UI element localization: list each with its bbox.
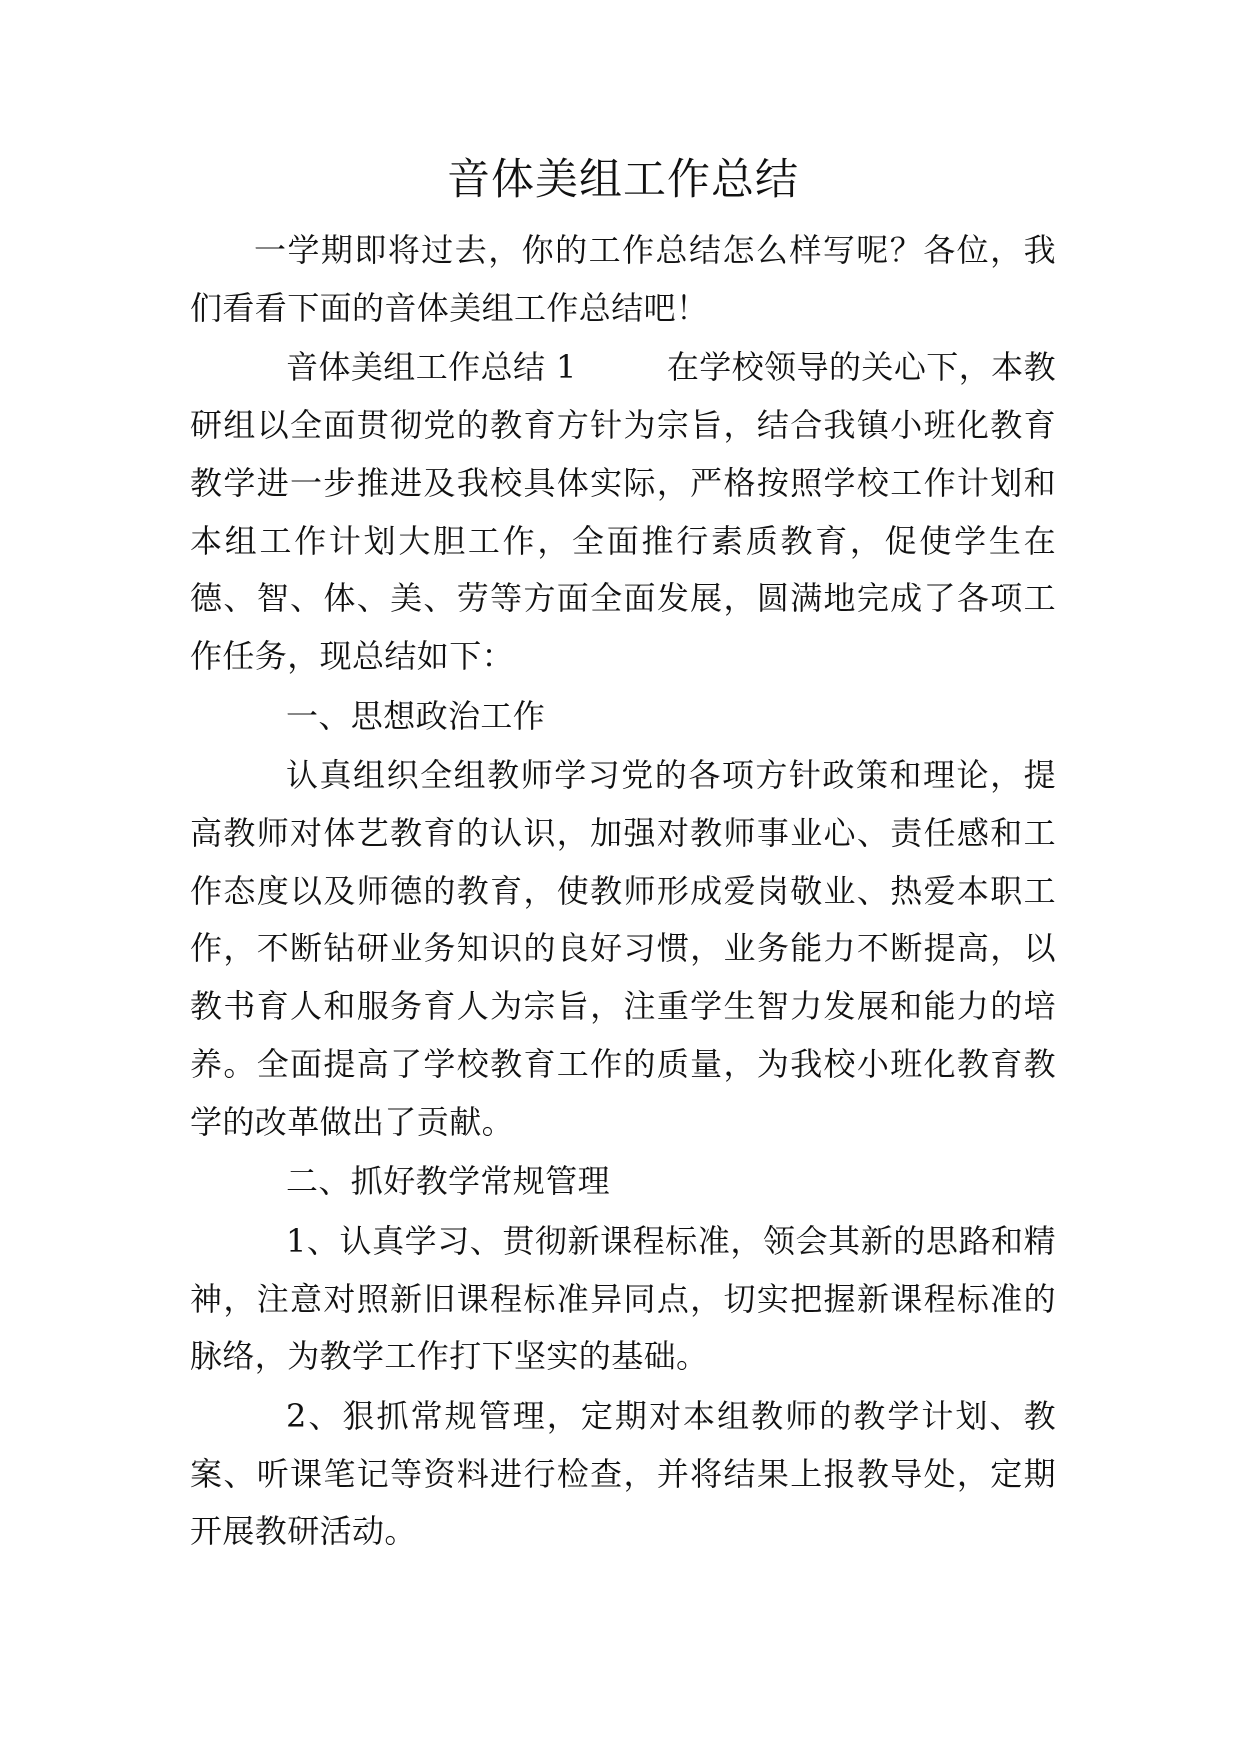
heading-teaching-management: 二、抓好教学常规管理 [286, 1162, 611, 1201]
heading-political-work: 一、思想政治工作 [286, 696, 546, 735]
section-label: 音体美组工作总结 1 [286, 348, 577, 387]
section-paragraph [190, 339, 1056, 685]
item-1-paragraph: 1、认真学习、贯彻新课程标准，领会其新的思路和精神，注意对照新旧课程标准异同点，切实把握新课程标准的脉络，为教学工作打下坚实的基础。 [190, 1221, 1056, 1376]
political-work-paragraph: 认真组织全组教师学习党的各项方针政策和理论，提高教师对体艺教育的认识，加强对教师事业心、责任感和工作态度以及师德的教育，使教师形成爱岗敬业、热爱本职工作，不断钻研业务知识的良好习惯，业务能力不断提高，以教书育人和服务育人为宗旨，注重学生智力发展和能力的培养。全面提高了学校教育工作的质量，为我校小班化教育教学的改革做出了贡献。 [190, 756, 1056, 1141]
document-title: 音体美组工作总结 [447, 155, 799, 205]
intro-paragraph: 一学期即将过去，你的工作总结怎么样写呢？各位，我们看看下面的音体美组工作总结吧！ [190, 231, 1056, 327]
item-2-paragraph: 2、狠抓常规管理，定期对本组教师的教学计划、教案、听课笔记等资料进行检查，并将结果上报教导处，定期开展教研活动。 [190, 1397, 1056, 1551]
section-text: 在学校领导的关心下，本教研组以全面贯彻党的教育方针为宗旨，结合我镇小班化教育教学进一步推进及我校具体实际，严格按照学校工作计划和本组工作计划大胆工作，全面推行素质教育，促使学生在德、智、体、美、劳等方面全面发展，圆满地完成了各项工作任务，现总结如下： [190, 348, 1056, 675]
document-page [190, 150, 1056, 1563]
